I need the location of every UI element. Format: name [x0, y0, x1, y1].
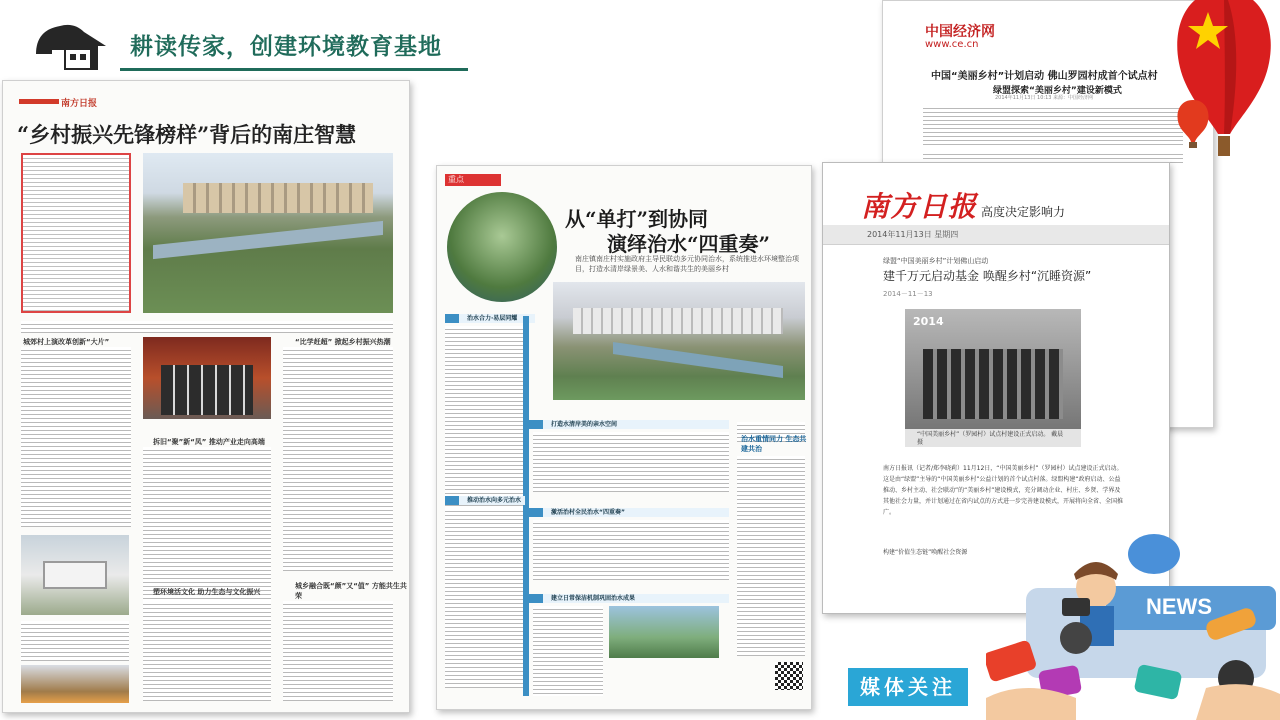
- subheading: 塑环境活文化 助力生态与文化振兴: [153, 588, 261, 596]
- house-icon: [34, 20, 118, 72]
- photo-year: 2014: [913, 315, 944, 328]
- section-band: 治水合力·易层同耀: [445, 314, 535, 323]
- article-date: 2014－11－13: [883, 290, 933, 298]
- section-band: 推动治水向多元治水: [445, 496, 525, 505]
- photo-caption: “中国美丽乡村”（罗园村）试点村建设正式启动。 戴晨 摄: [905, 429, 1081, 447]
- side-heading: 治水重情同力 生态共建共治: [741, 435, 807, 453]
- text-block: [533, 520, 729, 580]
- launch-ceremony-photo: [905, 309, 1081, 444]
- text-block: [923, 105, 1183, 145]
- article-headline: 中国“美丽乡村”计划启动 佛山罗园村成首个试点村: [931, 71, 1158, 82]
- site-url: www.ce.cn: [925, 39, 979, 50]
- river-photo-circle: [447, 192, 557, 302]
- news-word: NEWS: [1146, 594, 1212, 619]
- newspaper-clipping-2: [436, 165, 812, 710]
- street-photo: [21, 665, 129, 703]
- text-block: [283, 601, 393, 701]
- text-block: [21, 321, 393, 333]
- canal-photo: [553, 282, 805, 400]
- text-block: [533, 432, 729, 492]
- text-block: [283, 347, 393, 571]
- text-block: [21, 347, 131, 527]
- section-tag: 重点: [445, 174, 501, 186]
- subheading: 拆旧“聚”新“凤” 推动产业走向高端: [153, 438, 265, 446]
- town-aerial-photo: [143, 153, 393, 313]
- small-balloon-icon: [1176, 100, 1210, 148]
- site-logo: 中国经济网: [925, 24, 995, 40]
- clipping-title-line1: 从“单打”到协同: [565, 207, 709, 231]
- paper-logo: 南方日报: [861, 190, 978, 223]
- lead-box: [21, 153, 131, 313]
- article-subhead: 绿盟探索“美丽乡村”建设新模式: [993, 86, 1122, 96]
- issue-date: 2014年11月13日 星期四: [823, 225, 1170, 245]
- paper-brand: 南方日报: [61, 99, 98, 109]
- satellite-dish: [1128, 534, 1180, 574]
- pipeline-decor: [523, 316, 529, 696]
- section-band: 打造水清岸美的亲水空间: [529, 420, 729, 429]
- media-attention-label: 媒体关注: [848, 668, 968, 706]
- article-kicker: 绿盟“中国美丽乡村”计划佛山启动: [883, 257, 989, 265]
- newspaper-clipping-1: [2, 80, 410, 713]
- text-block: [445, 508, 523, 688]
- section-band: 建立日常保洁机制巩固治水成果: [529, 594, 729, 603]
- clipping-title-line2: 演绎治水“四重奏”: [607, 232, 771, 256]
- award-photo: [143, 337, 271, 419]
- title-underline: [120, 68, 468, 71]
- subheading: 城郊村上演改革创新“大片”: [23, 338, 110, 346]
- qr-code: [775, 662, 803, 690]
- article-footer: 构建“价值生态链”唤醒社会资源: [883, 549, 968, 556]
- section-band: 激活治村全民治水“四重奏”: [529, 508, 729, 517]
- paper-slogan: 高度决定影响力: [981, 205, 1066, 219]
- brand-bar: [19, 99, 59, 104]
- text-block: [143, 601, 271, 701]
- news-reporter-illustration: [986, 528, 1280, 720]
- clipping-headline: “乡村振兴先锋榜样”背后的南庄智慧: [17, 122, 357, 147]
- article-meta: 2014年11月13日 10:13 来源：中国经济网: [995, 95, 1094, 101]
- article-body: 南方日报讯（记者/郑李晓莉）11月12日，“中国美丽乡村”（罗园村）试点建设正式启动。这是由“绿盟”主导的“中国美丽乡村”公益计划的首个试点村落。绿盟构建“政府启动、公益推动、乡村主动、社会联动”的“美丽乡村”建设模式，充分调动企业、村庄、乡贤、学界及其他社会力量，并计划通过在省内试点的方式进一步完善建设模式，开展将向全省、全国推广。: [883, 465, 1124, 516]
- subheading: 城乡融合既“颜”又“值” 方能共生共荣: [295, 582, 407, 600]
- page-title: 耕读传家，创建环境教育基地: [130, 34, 442, 60]
- subheading: “比学赶超” 掀起乡村振兴热潮: [295, 338, 391, 346]
- volunteers-photo: [609, 606, 719, 658]
- text-block: [533, 606, 603, 696]
- text-block: [21, 621, 129, 661]
- article-headline: 建千万元启动基金 唤醒乡村“沉睡资源”: [883, 269, 1092, 283]
- clipping-lede: 南庄镇南庄村实施政府主导民联动多元协同治水，系统推进水环境整治项目，打造水清岸绿景美、人水和谐共生的美丽乡村: [575, 255, 799, 273]
- text-block: [737, 456, 805, 656]
- plaza-photo: [21, 535, 129, 615]
